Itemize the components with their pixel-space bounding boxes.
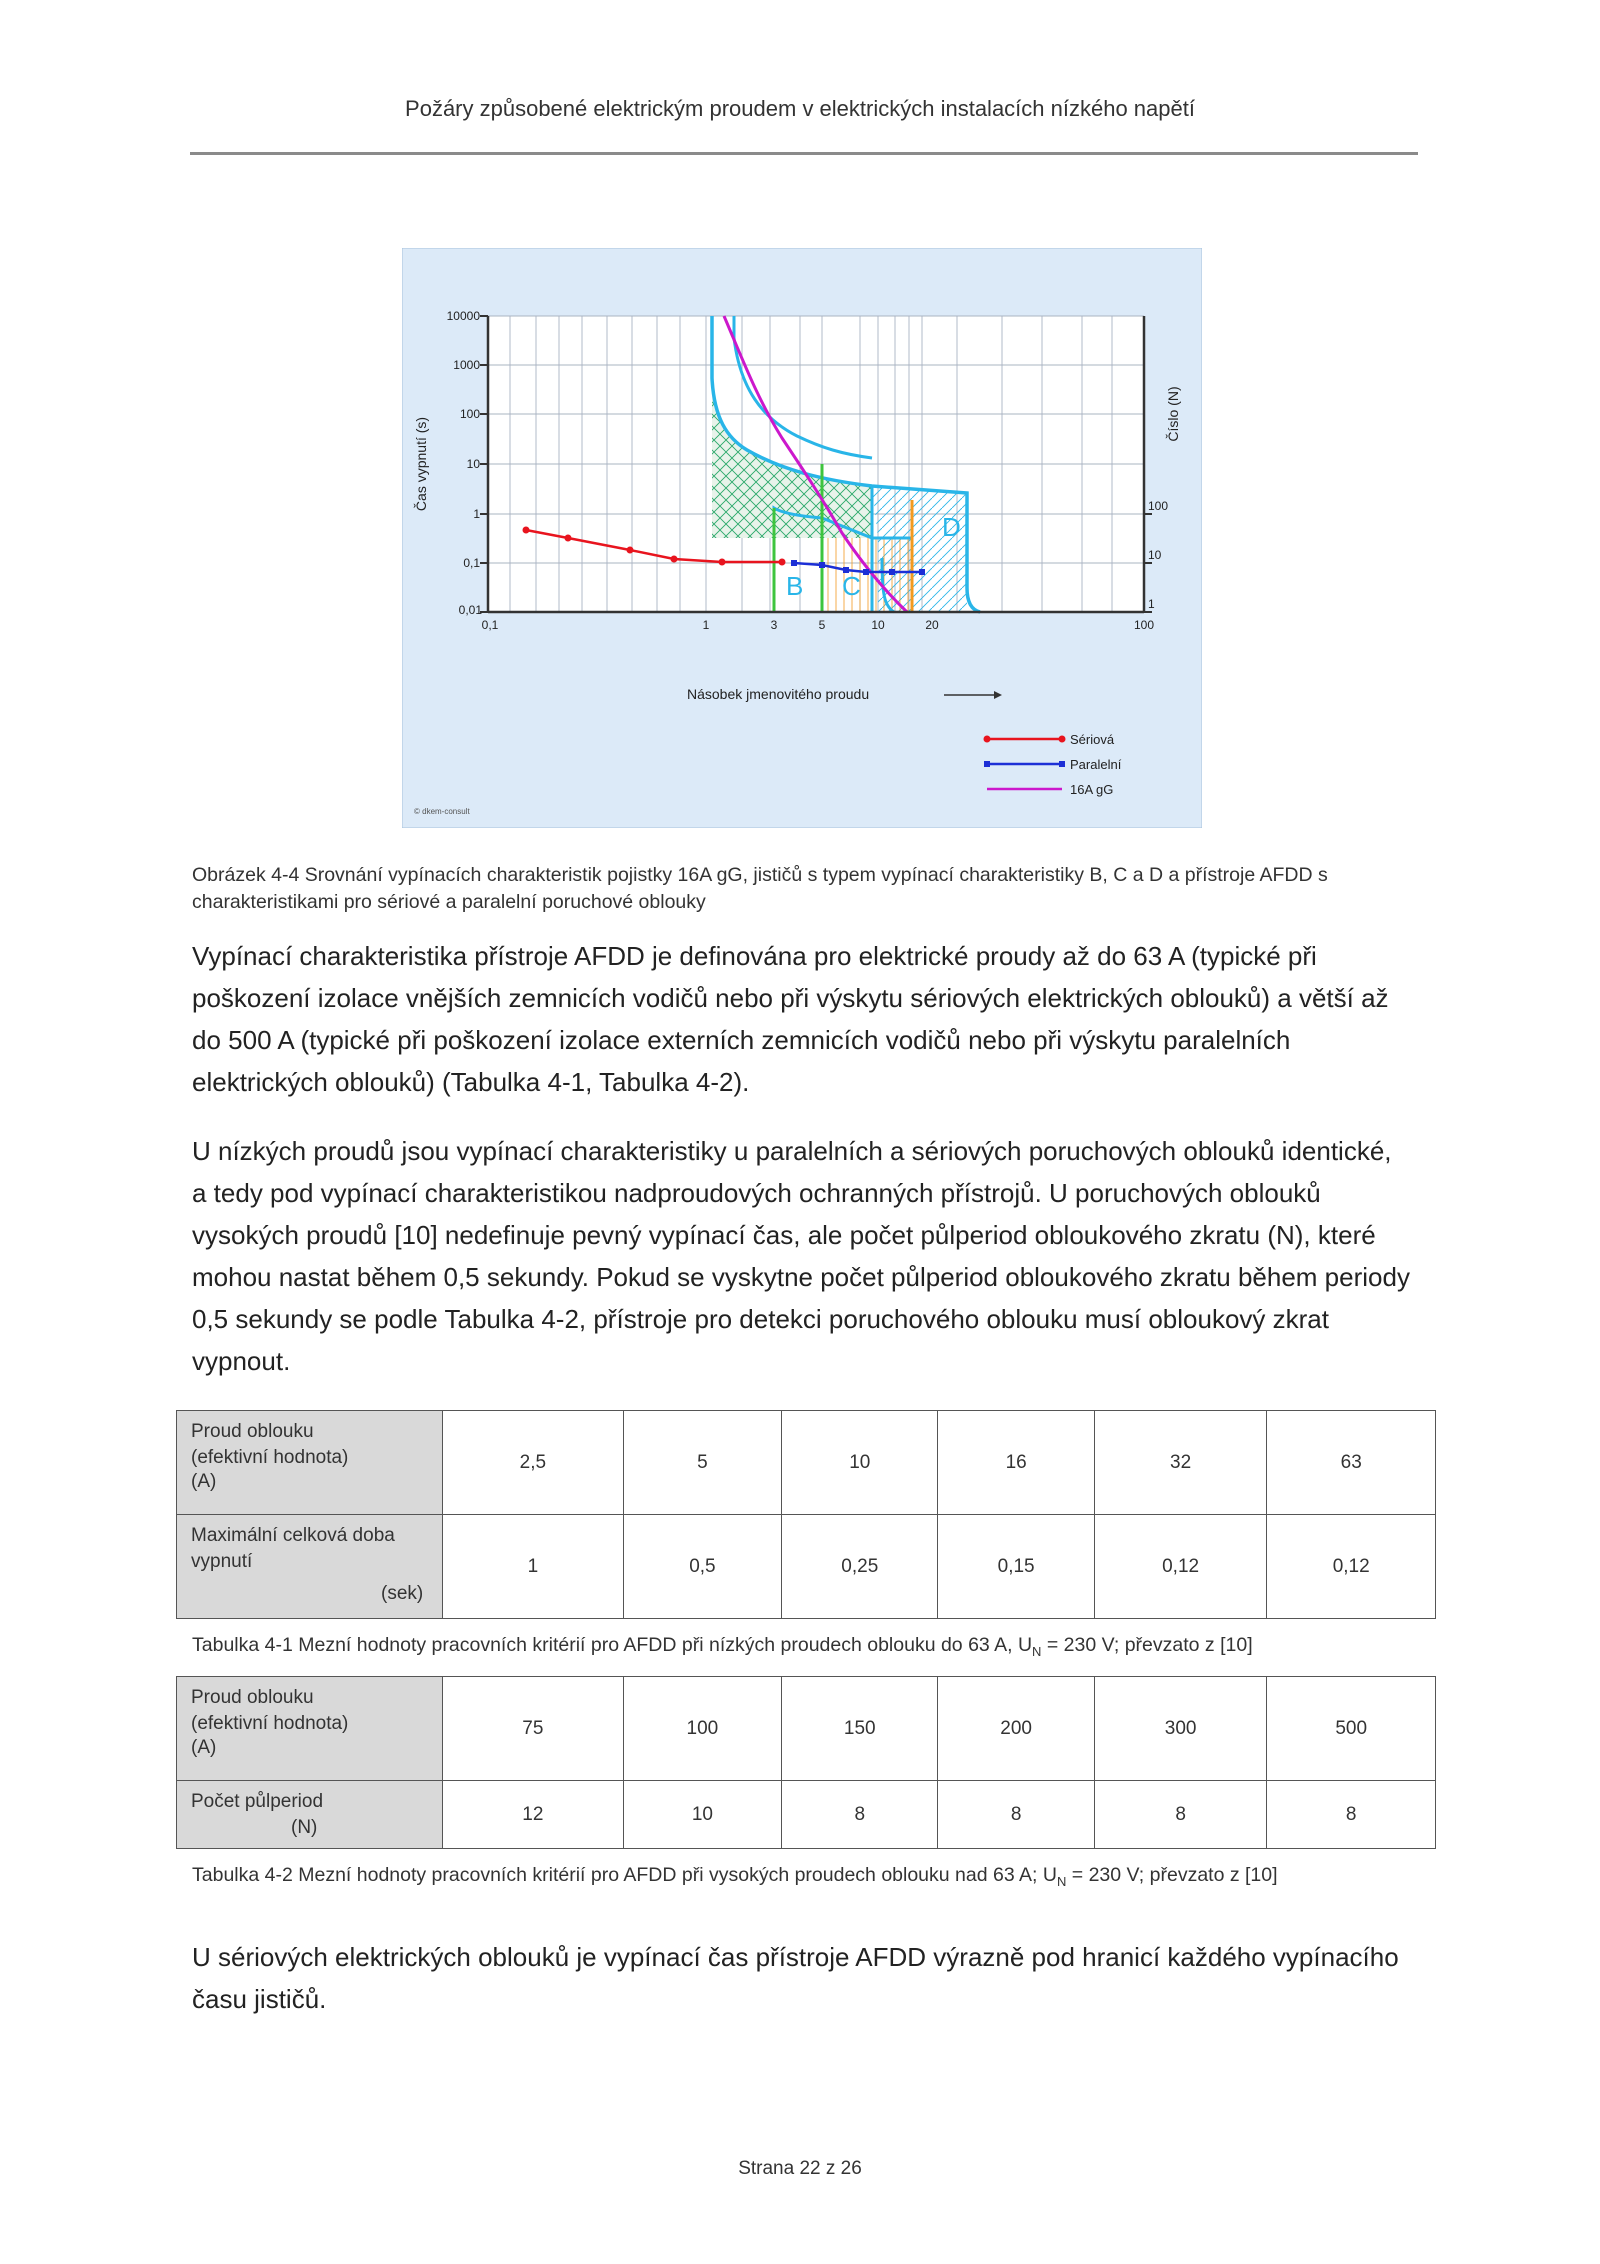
table-cell: 63: [1267, 1411, 1436, 1515]
table-caption: Tabulka 4-1 Mezní hodnoty pracovních kritérií pro AFDD při nízkých proudech oblouku do 63 A, $U_N = 230$ V; převzato z [10]: [192, 1634, 1253, 1659]
table-cell: 12: [443, 1781, 624, 1849]
running-header: Požáry způsobené elektrickým proudem v elektrických instalacích nízkého napětí: [405, 96, 1195, 121]
page-number: Strana 22 z 26: [738, 2158, 862, 2179]
y-tick-label: 1: [473, 507, 480, 521]
x-tick-label: 3: [770, 618, 778, 632]
x-tick-label: 100: [1133, 618, 1155, 632]
table-cell: 0,25: [782, 1515, 938, 1619]
y-tick-label: 0,01: [458, 603, 482, 617]
table-cell: 0,5: [623, 1515, 781, 1619]
right-tick-label: 1: [1148, 597, 1155, 611]
figure-caption: Obrázek 4-4 Srovnání vypínacích charakteristik pojistky 16A gG, jističů s typem vypínací charakteristiky B, C a D a přístroje AFDD s charakteristikami pro sériové a paralelní poruchové oblouky: [192, 864, 1328, 913]
x-axis-label: Násobek jmenovitého proudu: [687, 686, 870, 702]
table-4-1: [176, 1410, 1436, 1619]
x-tick-label: 0,1: [481, 618, 499, 632]
right-tick-label: 100: [1148, 499, 1169, 513]
table-row: [177, 1515, 1436, 1619]
table-cell: 1: [443, 1515, 624, 1619]
table-cell: 100: [623, 1677, 781, 1781]
row-header: Proud oblouku (efektivní hodnota) (A): [177, 1411, 443, 1515]
table-cell: 75: [443, 1677, 624, 1781]
table-row: [177, 1677, 1436, 1781]
table-cell: 32: [1094, 1411, 1267, 1515]
copyright-note: © dkem-consult: [414, 807, 470, 816]
table-4-2: [176, 1676, 1436, 1849]
row-header: Počet půlperiod (N): [177, 1781, 443, 1849]
table-cell: 2,5: [443, 1411, 624, 1515]
zone-label-b: B: [786, 571, 804, 601]
zone-label-d: D: [942, 512, 961, 542]
header-rule: [190, 152, 1418, 155]
table-cell: 5: [623, 1411, 781, 1515]
table-cell: 200: [938, 1677, 1094, 1781]
y-axis-label: Čas vypnutí (s): [413, 416, 429, 512]
table-cell: 8: [782, 1781, 938, 1849]
paragraph: U sériových elektrických oblouků je vypínací čas přístroje AFDD výrazně pod hranicí každého vypínacího času jističů.: [192, 1942, 1399, 2014]
table-cell: 0,12: [1267, 1515, 1436, 1619]
x-tick-label: 5: [818, 618, 826, 632]
zone-label-c: C: [842, 571, 861, 601]
right-tick-label: 10: [1148, 548, 1162, 562]
legend-serial: Sériová: [1070, 732, 1115, 747]
right-axis-label: Číslo (N): [1165, 386, 1181, 442]
table-cell: 150: [782, 1677, 938, 1781]
table-cell: 8: [938, 1781, 1094, 1849]
table-row: [177, 1411, 1436, 1515]
y-tick-label: 10: [466, 457, 480, 471]
table-cell: 16: [938, 1411, 1094, 1515]
y-tick-label: 100: [459, 407, 480, 421]
x-tick-label: 10: [871, 618, 885, 632]
table-cell: 500: [1267, 1677, 1436, 1781]
x-tick-label: 1: [702, 618, 710, 632]
paragraph: U nízkých proudů jsou vypínací charakteristiky u paralelních a sériových poruchových oblouků identické, a tedy pod vypínací charakteristikou nadproudových ochranných přístrojů. U poruchových oblouků vysokých proudů [10] nedefinuje pevný vypínací čas, ale počet půlperiod obloukového zkratu (N), které mohou nastat během 0,5 sekundy. Pokud se vyskytne počet půlperiod obloukového zkratu během periody 0,5 sekundy se podle Tabulka 4-2, přístroje pro detekci poruchového oblouku musí obloukový zkrat vypnout.: [192, 1136, 1410, 1376]
table-cell: 10: [782, 1411, 938, 1515]
legend-parallel: Paralelní: [1070, 757, 1122, 772]
trip-characteristics-figure: [402, 248, 1202, 828]
table-cell: 10: [623, 1781, 781, 1849]
table-cell: 0,12: [1094, 1515, 1267, 1619]
table-cell: 0,15: [938, 1515, 1094, 1619]
table-cell: 300: [1094, 1677, 1267, 1781]
y-tick-label: 10000: [446, 309, 480, 323]
x-tick-label: 20: [925, 618, 939, 632]
table-cell: 8: [1267, 1781, 1436, 1849]
row-header: Maximální celková doba vypnutí (sek): [177, 1515, 443, 1619]
y-tick-label: 1000: [453, 358, 480, 372]
paragraph: Vypínací charakteristika přístroje AFDD je definována pro elektrické proudy až do 63 A (typické při poškození izolace vnějších zemnicích vodičů nebo při výskytu sériových elektrických oblouků) a větší až do 500 A (typické při poškození izolace externích zemnicích vodičů nebo při výskytu paralelních elektrických oblouků) (Tabulka 4-1, Tabulka 4-2).: [192, 941, 1389, 1097]
table-row: [177, 1781, 1436, 1849]
table-cell: 8: [1094, 1781, 1267, 1849]
legend-fuse: 16A gG: [1070, 782, 1114, 797]
y-tick-label: 0,1: [463, 556, 480, 570]
table-caption: Tabulka 4-2 Mezní hodnoty pracovních kritérií pro AFDD při vysokých proudech oblouku nad 63 A; $U_N = 230$ V; převzato z [10]: [192, 1864, 1278, 1889]
row-header: Proud oblouku (efektivní hodnota) (A): [177, 1677, 443, 1781]
